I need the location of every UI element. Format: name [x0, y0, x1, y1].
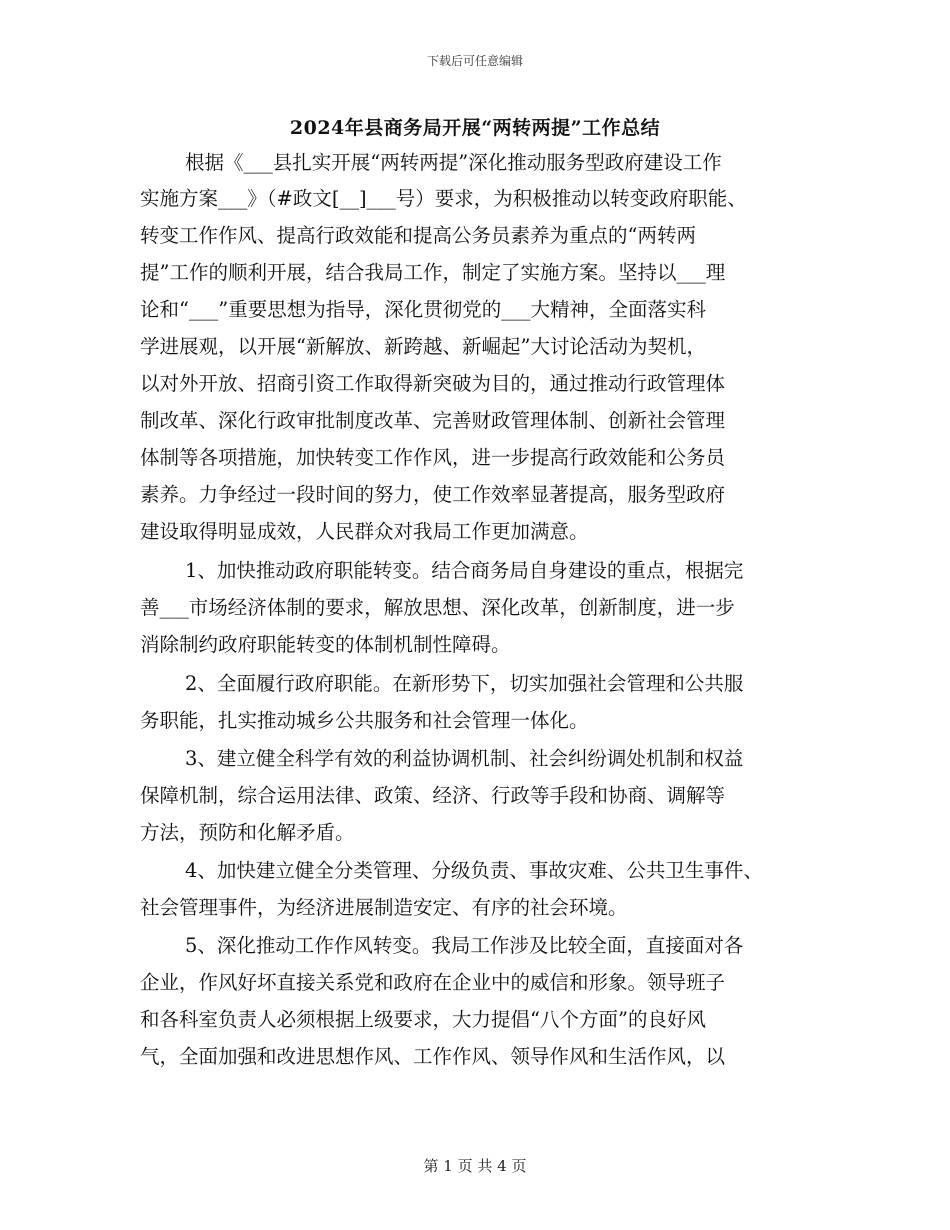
body-line: 和各科室负责人必须根据上级要求，大力提倡“八个方面”的良好风 [140, 1008, 706, 1031]
body-line: 方法，预防和化解矛盾。 [140, 821, 355, 844]
body-line: 4、加快建立健全分类管理、分级负责、事故灾难、公共卫生事件、 [185, 859, 763, 882]
body-line: 建设取得明显成效，人民群众对我局工作更加满意。 [140, 520, 589, 543]
body-line: 素养。力争经过一段时间的努力，使工作效率显著提高，服务型政府 [140, 483, 726, 506]
body-line: 学进展观，以开展“新解放、新跨越、新崛起”大讨论活动为契机， [140, 335, 706, 358]
body-line: 5、深化推动工作作风转变。我局工作涉及比较全面，直接面对各 [185, 934, 744, 957]
body-line: 转变工作作风、提高行政效能和提高公务员素养为重点的“两转两 [140, 224, 696, 247]
body-line: 2、全面履行政府职能。在新形势下，切实加强社会管理和公共服 [185, 672, 744, 695]
body-line: 气，全面加强和改进思想作风、工作作风、领导作风和生活作风，以 [140, 1045, 726, 1068]
body-line: 实施方案___》（#政文[__]___号）要求，为积极推动以转变政府职能、 [140, 187, 747, 210]
body-line: 提”工作的顺利开展，结合我局工作，制定了实施方案。坚持以___理 [140, 261, 726, 284]
body-line: 1、加快推动政府职能转变。结合商务局自身建设的重点，根据完 [185, 559, 744, 582]
body-line: 企业，作风好坏直接关系党和政府在企业中的威信和形象。领导班子 [140, 971, 726, 994]
body-line: 体制等各项措施，加快转变工作作风，进一步提高行政效能和公务员 [140, 446, 726, 469]
body-line: 3、建立健全科学有效的利益协调机制、社会纠纷调处机制和权益 [185, 747, 744, 770]
body-line: 保障机制，综合运用法律、政策、经济、行政等手段和协商、调解等 [140, 784, 726, 807]
body-line: 社会管理事件，为经济进展制造安定、有序的社会环境。 [140, 896, 628, 919]
body-line: 以对外开放、招商引资工作取得新突破为目的，通过推动行政管理体 [140, 372, 726, 395]
body-line: 善___市场经济体制的要求，解放思想、深化改革，创新制度，进一步 [140, 596, 735, 619]
document-title: 2024年县商务局开展“两转两提”工作总结 [289, 117, 661, 139]
body-line: 务职能，扎实推动城乡公共服务和社会管理一体化。 [140, 709, 589, 732]
page-number-footer: 第 1 页 共 4 页 [423, 1157, 527, 1175]
body-line: 制改革、深化行政审批制度改革、完善财政管理体制、创新社会管理 [140, 409, 726, 432]
body-line: 论和“___”重要思想为指导，深化贯彻党的___大精神，全面落实科 [140, 298, 706, 321]
page-header-note: 下载后可任意编辑 [426, 54, 523, 68]
body-line: 根据《___县扎实开展“两转两提”深化推动服务型政府建设工作 [185, 151, 722, 174]
body-line: 消除制约政府职能转变的体制机制性障碍。 [140, 633, 511, 656]
